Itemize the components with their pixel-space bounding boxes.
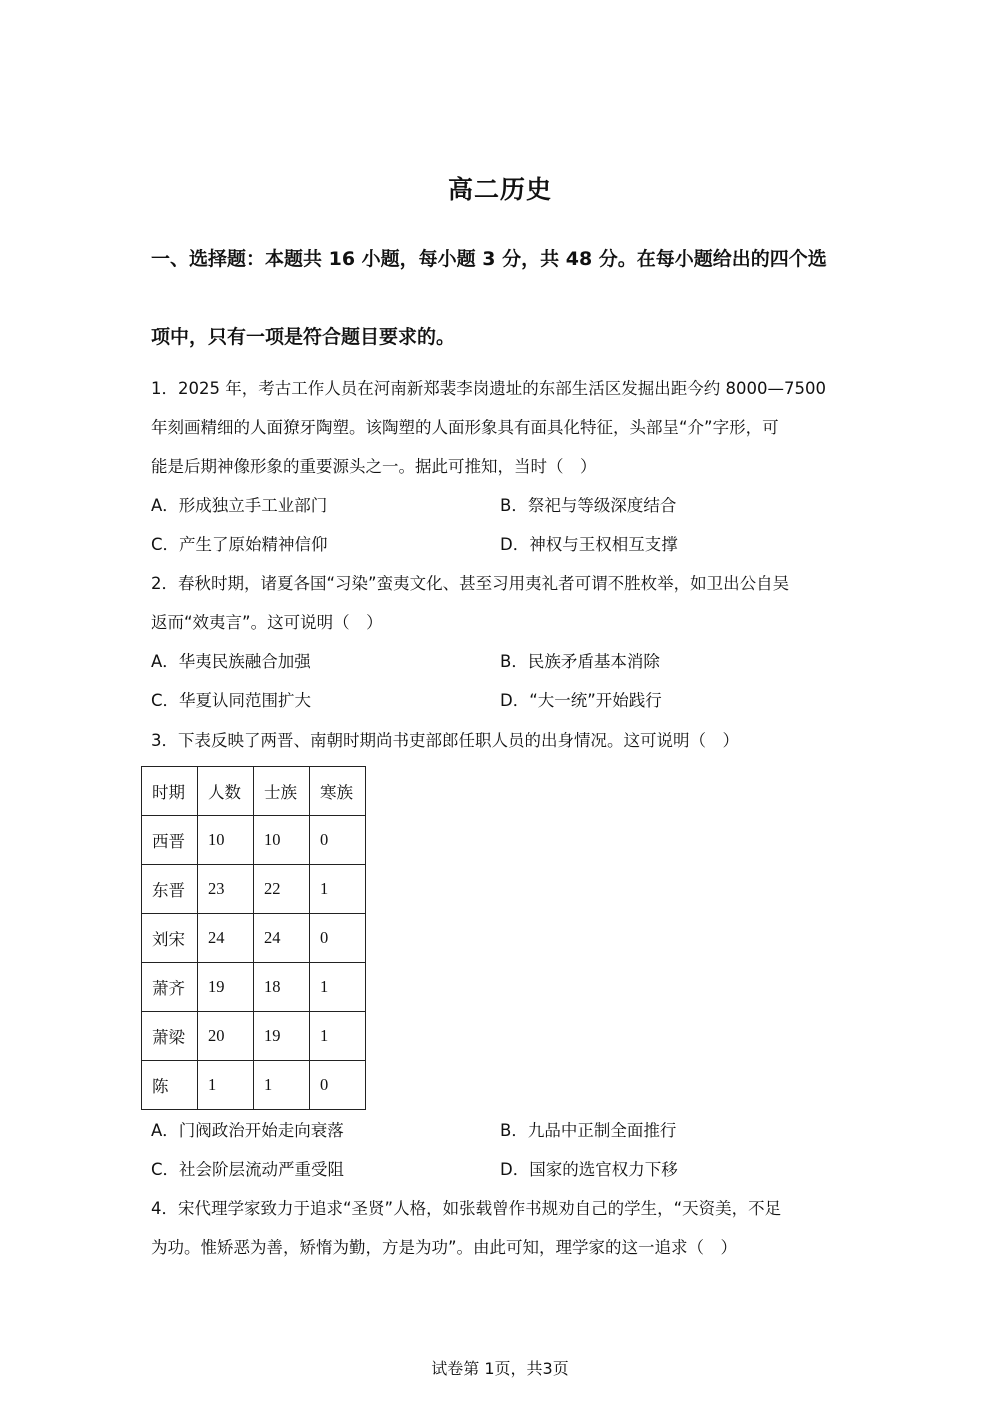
table-cell: 19: [254, 1012, 310, 1061]
table-row: [142, 914, 366, 963]
table-row: [142, 963, 366, 1012]
table-header-row: [142, 767, 366, 816]
question-3-stem: 3．下表反映了两晋、南朝时期尚书吏部郎任职人员的出身情况。这可说明（ ）: [151, 731, 739, 750]
question-2-option-d: D．“大一统”开始践行: [500, 691, 662, 710]
question-4-line-1: 4．宋代理学家致力于追求“圣贤”人格，如张载曾作书规劝自己的学生，“天资美，不足: [151, 1199, 782, 1218]
question-1-option-c: C．产生了原始精神信仰: [151, 535, 328, 554]
question-1-option-d: D．神权与王权相互支撑: [500, 535, 678, 554]
table-cell: 10: [254, 816, 310, 865]
table-header-cell: 士族: [254, 767, 310, 816]
page-title: 高二历史: [447, 175, 552, 204]
question-2-option-a: A．华夷民族融合加强: [151, 652, 311, 671]
question-3-option-d: D．国家的选官权力下移: [500, 1160, 678, 1179]
table-cell: 刘宋: [142, 914, 198, 963]
table-header-cell: 时期: [142, 767, 198, 816]
question-2-option-c: C．华夏认同范围扩大: [151, 691, 312, 710]
question-1-line-1: 1．2025 年，考古工作人员在河南新郑裴李岗遗址的东部生活区发掘出距今约 8000—7500: [151, 379, 826, 398]
table-row: [142, 1012, 366, 1061]
page-footer: 试卷第 1页，共3页: [431, 1359, 569, 1378]
table-cell: 0: [310, 1061, 366, 1110]
question-2-option-b: B．民族矛盾基本消除: [500, 652, 660, 671]
table-cell: 西晋: [142, 816, 198, 865]
table-cell: 19: [198, 963, 254, 1012]
question-1-line-3: 能是后期神像形象的重要源头之一。据此可推知，当时（ ）: [151, 457, 597, 476]
table-cell: 萧齐: [142, 963, 198, 1012]
table-cell: 陈: [142, 1061, 198, 1110]
question-4-line-2: 为功。惟矫恶为善，矫惰为勤，方是为功”。由此可知，理学家的这一追求（ ）: [151, 1238, 738, 1257]
origin-table: [141, 766, 366, 1110]
table-cell: 18: [254, 963, 310, 1012]
table-row: [142, 865, 366, 914]
question-2-line-2: 返而“效夷言”。这可说明（ ）: [151, 613, 383, 632]
table-cell: 萧梁: [142, 1012, 198, 1061]
table-cell: 1: [310, 1012, 366, 1061]
question-1-line-2: 年刻画精细的人面獠牙陶塑。该陶塑的人面形象具有面具化特征，头部呈“介”字形，可: [151, 418, 779, 437]
table-cell: 22: [254, 865, 310, 914]
table-cell: 23: [198, 865, 254, 914]
table-header-cell: 人数: [198, 767, 254, 816]
table-header-cell: 寒族: [310, 767, 366, 816]
table-cell: 24: [254, 914, 310, 963]
table-cell: 0: [310, 914, 366, 963]
question-3-option-b: B．九品中正制全面推行: [500, 1121, 677, 1140]
table-cell: 1: [310, 963, 366, 1012]
table-cell: 10: [198, 816, 254, 865]
table-cell: 24: [198, 914, 254, 963]
question-1-option-a: A．形成独立手工业部门: [151, 496, 328, 515]
section-heading-line-1: 一、选择题：本题共 16 小题，每小题 3 分，共 48 分。在每小题给出的四个选: [151, 248, 827, 270]
table-cell: 0: [310, 816, 366, 865]
section-heading-line-2: 项中，只有一项是符合题目要求的。: [151, 326, 456, 348]
question-2-line-1: 2．春秋时期，诸夏各国“习染”蛮夷文化、甚至习用夷礼者可谓不胜枚举，如卫出公自吴: [151, 574, 790, 593]
table-row: [142, 1061, 366, 1110]
table-cell: 20: [198, 1012, 254, 1061]
table-cell: 东晋: [142, 865, 198, 914]
question-3-option-c: C．社会阶层流动严重受阻: [151, 1160, 345, 1179]
table-cell: 1: [198, 1061, 254, 1110]
table-row: [142, 816, 366, 865]
table-cell: 1: [310, 865, 366, 914]
question-1-option-b: B．祭祀与等级深度结合: [500, 496, 677, 515]
table-cell: 1: [254, 1061, 310, 1110]
question-3-option-a: A．门阀政治开始走向衰落: [151, 1121, 344, 1140]
